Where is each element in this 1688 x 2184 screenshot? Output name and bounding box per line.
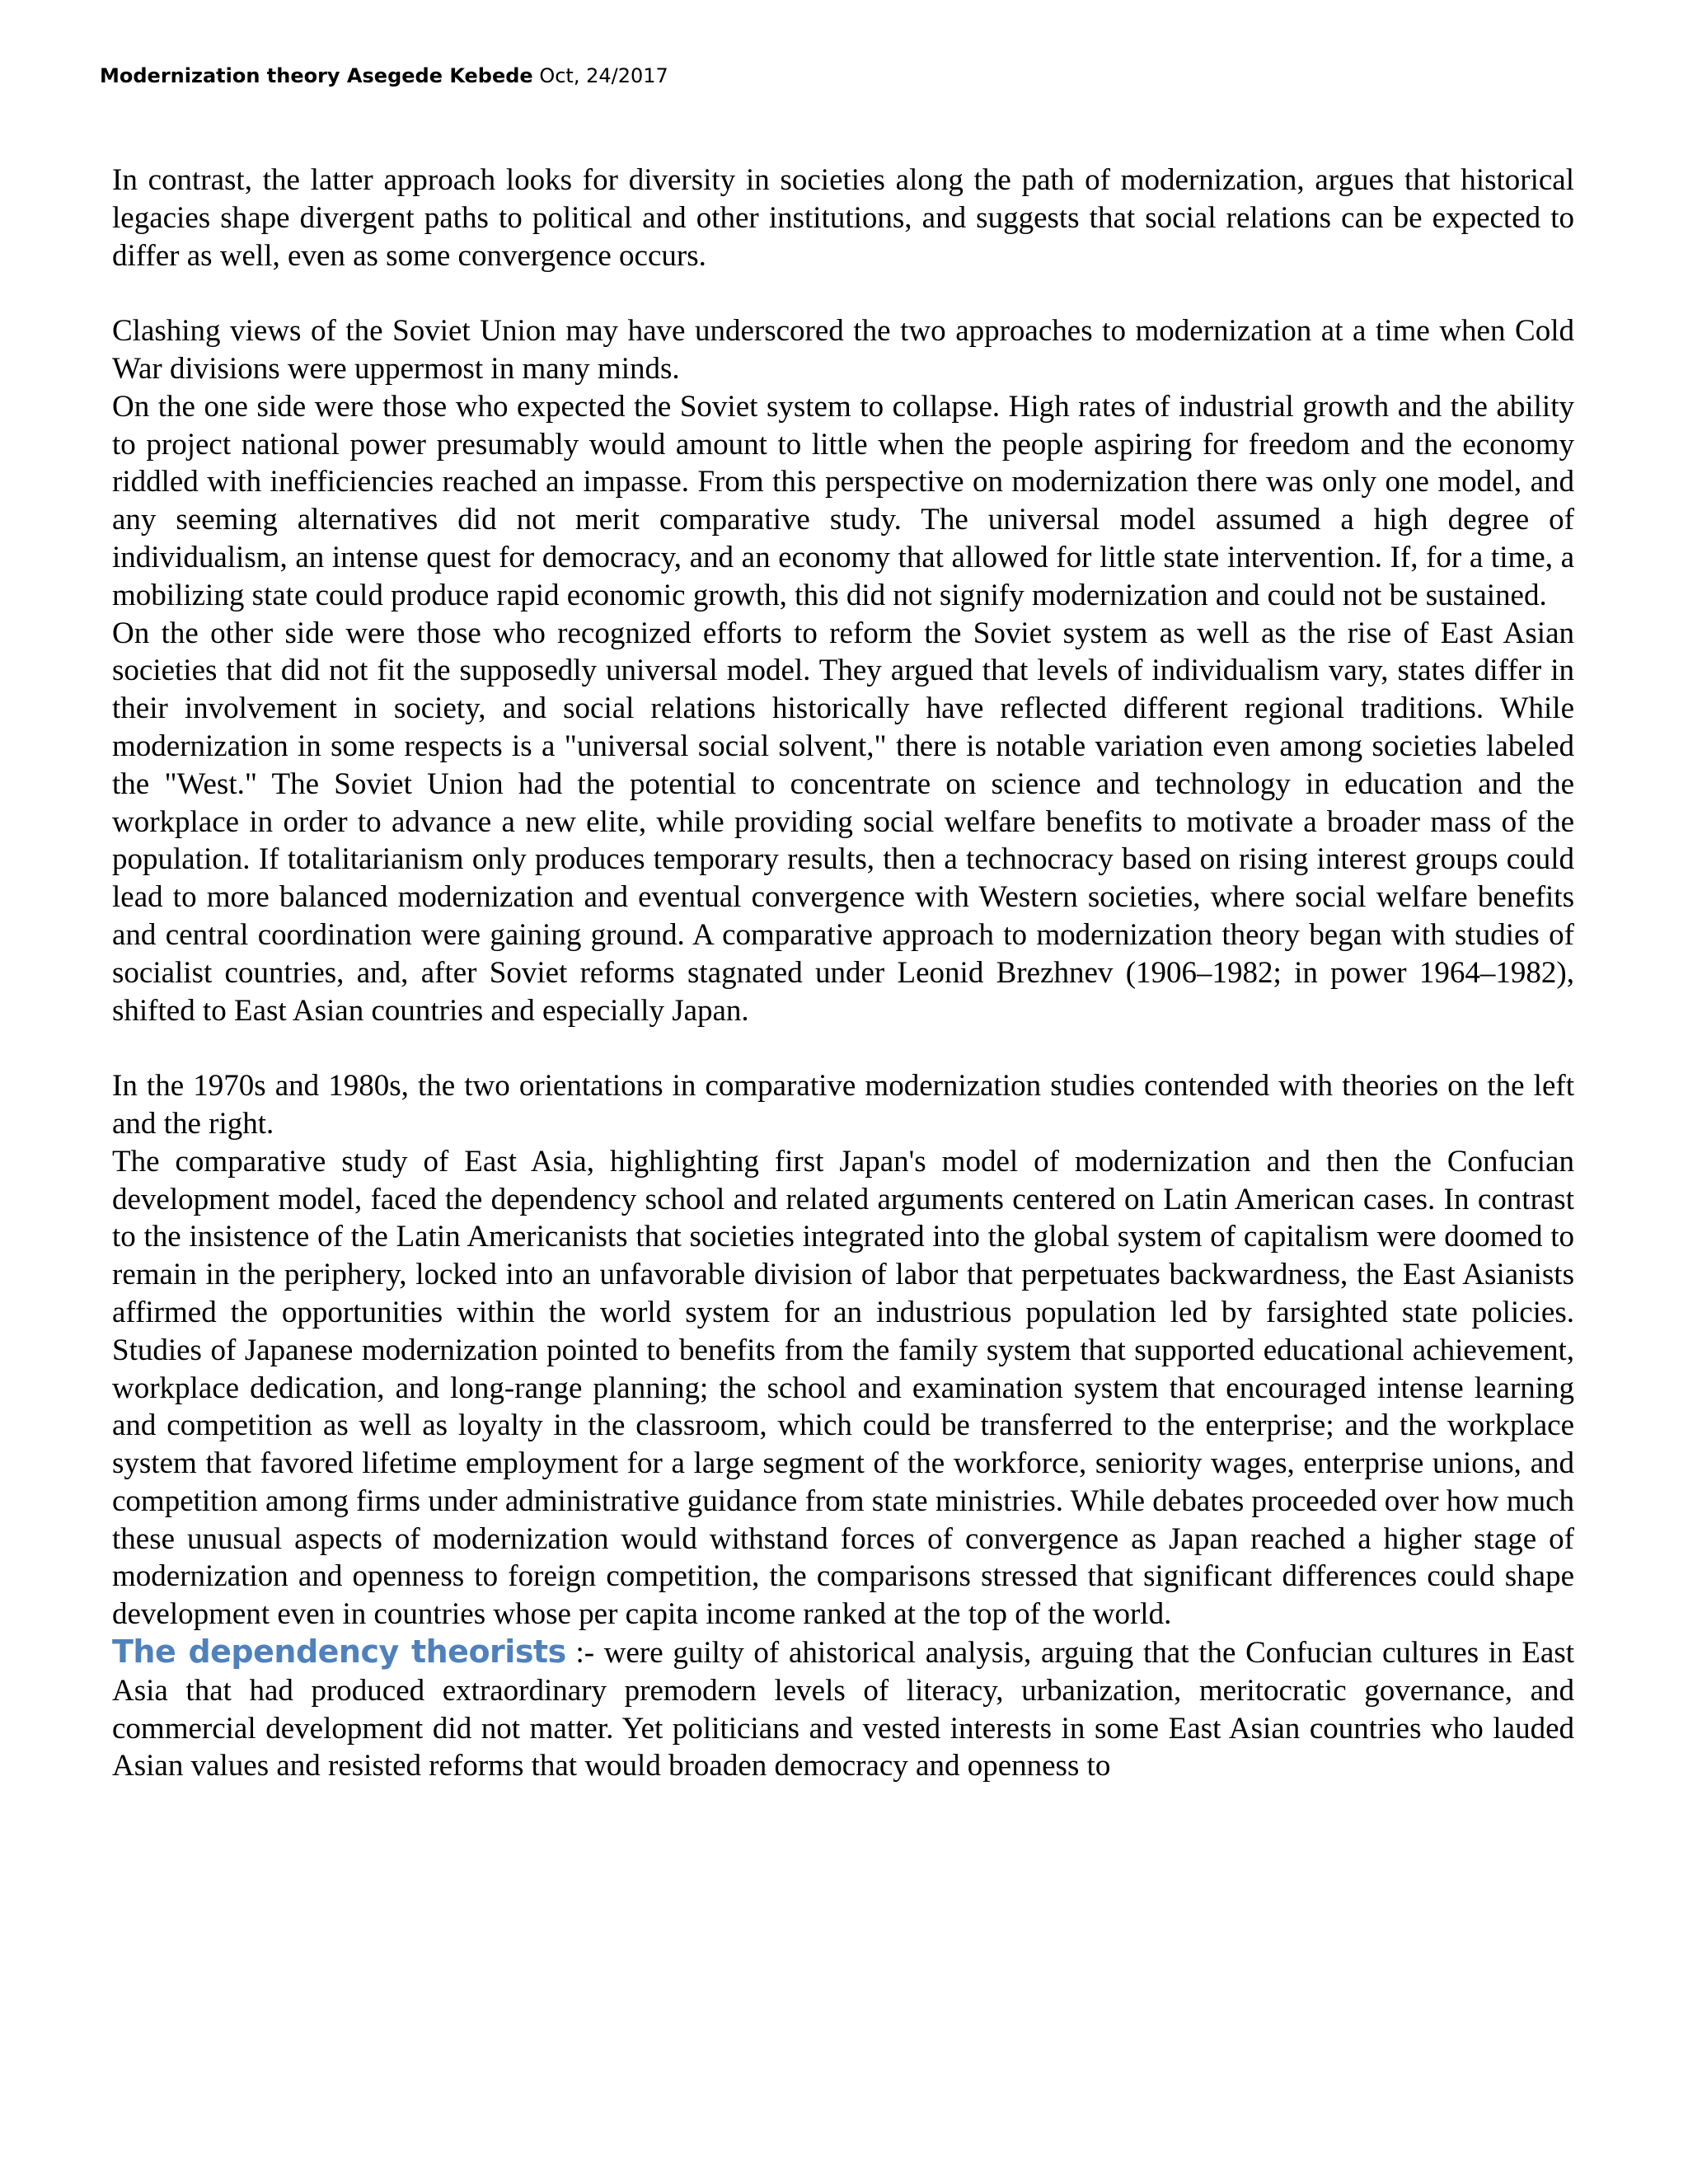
paragraph-other-side: On the other side were those who recognized efforts to reform the Soviet system as well as the rise of East Asian societies that did not fit the supposedly universal model. They argued that levels of individualism vary, states differ in their involvement in society, and social relations historically have reflected different regional traditions. While modernization in some respects is a "universal social solvent," there is notable variation even among societies labeled the "West." The Soviet Union had the potential to concentrate on science and technology in education and the workplace in order to advance a new elite, while providing social welfare benefits to motivate a broader mass of the population. If totalitarianism only produces temporary results, then a technocracy based on rising interest groups could lead to more balanced modernization and eventual convergence with Western societies, where social welfare benefits and central coordination were gaining ground. A comparative approach to modernization theory began with studies of socialist countries, and, after Soviet reforms stagnated under Leonid Brezhnev (1906–1982; in power 1964–1982), shifted to East Asian countries and especially Japan. (112, 616, 1574, 1028)
header-date: Oct, 24/2017 (539, 64, 668, 87)
dependency-heading: The dependency theorists (112, 1633, 566, 1671)
paragraph-dependency (112, 1633, 1574, 1785)
dependency-text: :- were guilty of ahistorical analysis, arguing that the Confucian cultures in East Asia that had produced extraordinary premodern levels of literacy, urbanization, meritocratic governance, and commercial development did not matter. Yet politicians and vested interests in some East Asian countries who lauded Asian values and resisted reforms that would broaden democracy and openness to (112, 1636, 1575, 1783)
page-header (100, 64, 668, 87)
header-title: Modernization theory Asegede Kebede (100, 64, 533, 87)
document-body (112, 162, 1574, 1785)
paragraph-1970s: In the 1970s and 1980s, the two orientations in comparative modernization studies contended with theories on the left and the right. (112, 1069, 1574, 1141)
paragraph-east-asia: The comparative study of East Asia, highlighting first Japan's model of modernization and then the Confucian development model, faced the dependency school and related arguments centered on Latin American cases. In contrast to the insistence of the Latin Americanists that societies integrated into the global system of capitalism were doomed to remain in the periphery, locked into an unfavorable division of labor that perpetuates backwardness, the East Asianists affirmed the opportunities within the world system for an industrious population led by farsighted state policies. Studies of Japanese modernization pointed to benefits from the family system that supported educational achievement, workplace dedication, and long-range planning; the school and examination system that encouraged intense learning and competition as well as loyalty in the classroom, which could be transferred to the enterprise; and the workplace system that favored lifetime employment for a large segment of the workforce, seniority wages, enterprise unions, and competition among firms under administrative guidance from state ministries. While debates proceeded over how much these unusual aspects of modernization would withstand forces of convergence as Japan reached a higher stage of modernization and openness to foreign competition, the comparisons stressed that significant differences could shape development even in countries whose per capita income ranked at the top of the world. (112, 1144, 1574, 1632)
paragraph-spacer (112, 1029, 1574, 1067)
paragraph-contrast: In contrast, the latter approach looks for diversity in societies along the path of modernization, argues that historical legacies shape divergent paths to political and other institutions, and suggests that social relations can be expected to differ as well, even as some convergence occurs. (112, 163, 1574, 273)
paragraph-spacer (112, 274, 1574, 312)
paragraph-clashing-views: Clashing views of the Soviet Union may have underscored the two approaches to modernization at a time when Cold War divisions were uppermost in many minds. (112, 314, 1574, 386)
paragraph-one-side: On the one side were those who expected the Soviet system to collapse. High rates of industrial growth and the ability to project national power presumably would amount to little when the people aspiring for freedom and the economy riddled with inefficiencies reached an impasse. From this perspective on modernization there was only one model, and any seeming alternatives did not merit comparative study. The universal model assumed a high degree of individualism, an intense quest for democracy, and an economy that allowed for little state intervention. If, for a time, a mobilizing state could produce rapid economic growth, this did not signify modernization and could not be sustained. (112, 389, 1574, 612)
